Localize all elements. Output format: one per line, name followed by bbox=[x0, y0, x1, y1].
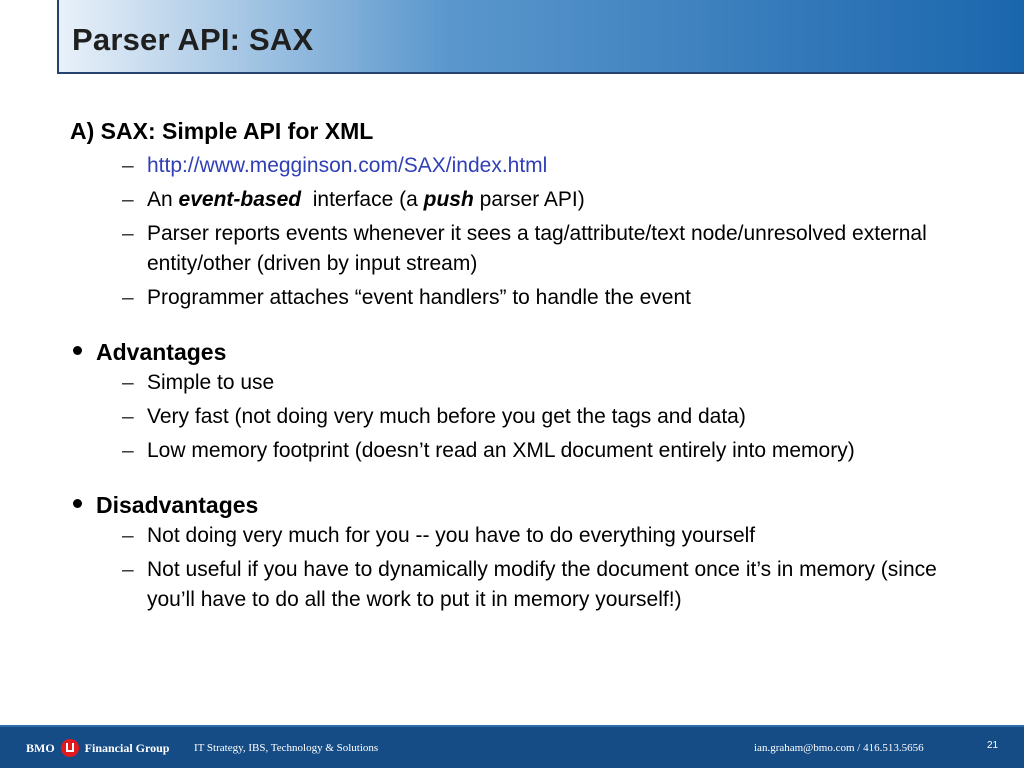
item-text: Low memory footprint (doesn’t read an XML document entirely into memory) bbox=[147, 439, 855, 462]
item-text: Very fast (not doing very much before you get the tags and data) bbox=[147, 405, 746, 428]
footer-contact: ian.graham@bmo.com / 416.513.5656 bbox=[754, 742, 924, 754]
heading-text: Disadvantages bbox=[96, 492, 259, 518]
bullet-icon bbox=[73, 499, 82, 508]
advantages-heading bbox=[70, 339, 970, 366]
item-text: parser API) bbox=[479, 188, 585, 211]
item-text: Not useful if you have to dynamically modify the document once it’s in memory (since you’ll have to do all the work to put it in memory yourself!) bbox=[147, 558, 937, 611]
item-text: Not doing very much for you -- you have to do everything yourself bbox=[147, 524, 756, 547]
title-bar bbox=[57, 0, 1024, 74]
logo-text-right: Financial Group bbox=[84, 740, 170, 755]
disadvantages-list bbox=[70, 521, 970, 615]
dash-icon: – bbox=[122, 405, 134, 428]
list-item bbox=[70, 283, 970, 313]
bmo-logo bbox=[26, 739, 169, 757]
dash-icon: – bbox=[122, 188, 134, 211]
logo-text-left: BMO bbox=[26, 740, 55, 755]
bmo-roundel-icon bbox=[61, 739, 79, 757]
section-a-list bbox=[70, 151, 970, 313]
section-a-heading: A) SAX: Simple API for XML bbox=[70, 118, 374, 144]
item-text: Programmer attaches “event handlers” to handle the event bbox=[147, 286, 691, 309]
list-item bbox=[70, 436, 970, 466]
list-item bbox=[70, 151, 970, 181]
item-text: Simple to use bbox=[147, 371, 275, 394]
item-text: Parser reports events whenever it sees a tag/attribute/text node/unresolved external entity/other (driven by input stream) bbox=[147, 222, 927, 275]
footer-department: IT Strategy, IBS, Technology & Solutions bbox=[194, 742, 379, 754]
slide-title: Parser API: SAX bbox=[72, 22, 314, 57]
dash-icon: – bbox=[122, 558, 134, 581]
list-item bbox=[70, 219, 970, 279]
dash-icon: – bbox=[122, 371, 134, 394]
list-item bbox=[70, 521, 970, 551]
page-number: 21 bbox=[987, 740, 999, 751]
dash-icon: – bbox=[122, 154, 134, 177]
dash-icon: – bbox=[122, 524, 134, 547]
emphasis-text: push bbox=[423, 188, 474, 211]
list-item bbox=[70, 555, 970, 615]
heading-text: Advantages bbox=[96, 339, 227, 365]
dash-icon: – bbox=[122, 286, 134, 309]
item-text: An bbox=[147, 188, 173, 211]
disadvantages-heading bbox=[70, 492, 970, 519]
list-item bbox=[70, 402, 970, 432]
dash-icon: – bbox=[122, 222, 134, 245]
slide-content bbox=[70, 118, 970, 619]
footer-bar bbox=[0, 725, 1024, 768]
sax-link[interactable]: http://www.megginson.com/SAX/index.html bbox=[147, 154, 548, 177]
bullet-icon bbox=[73, 346, 82, 355]
dash-icon: – bbox=[122, 439, 134, 462]
advantages-list bbox=[70, 368, 970, 466]
item-text: interface (a bbox=[312, 188, 418, 211]
list-item bbox=[70, 185, 970, 215]
list-item bbox=[70, 368, 970, 398]
emphasis-text: event-based bbox=[178, 188, 302, 211]
